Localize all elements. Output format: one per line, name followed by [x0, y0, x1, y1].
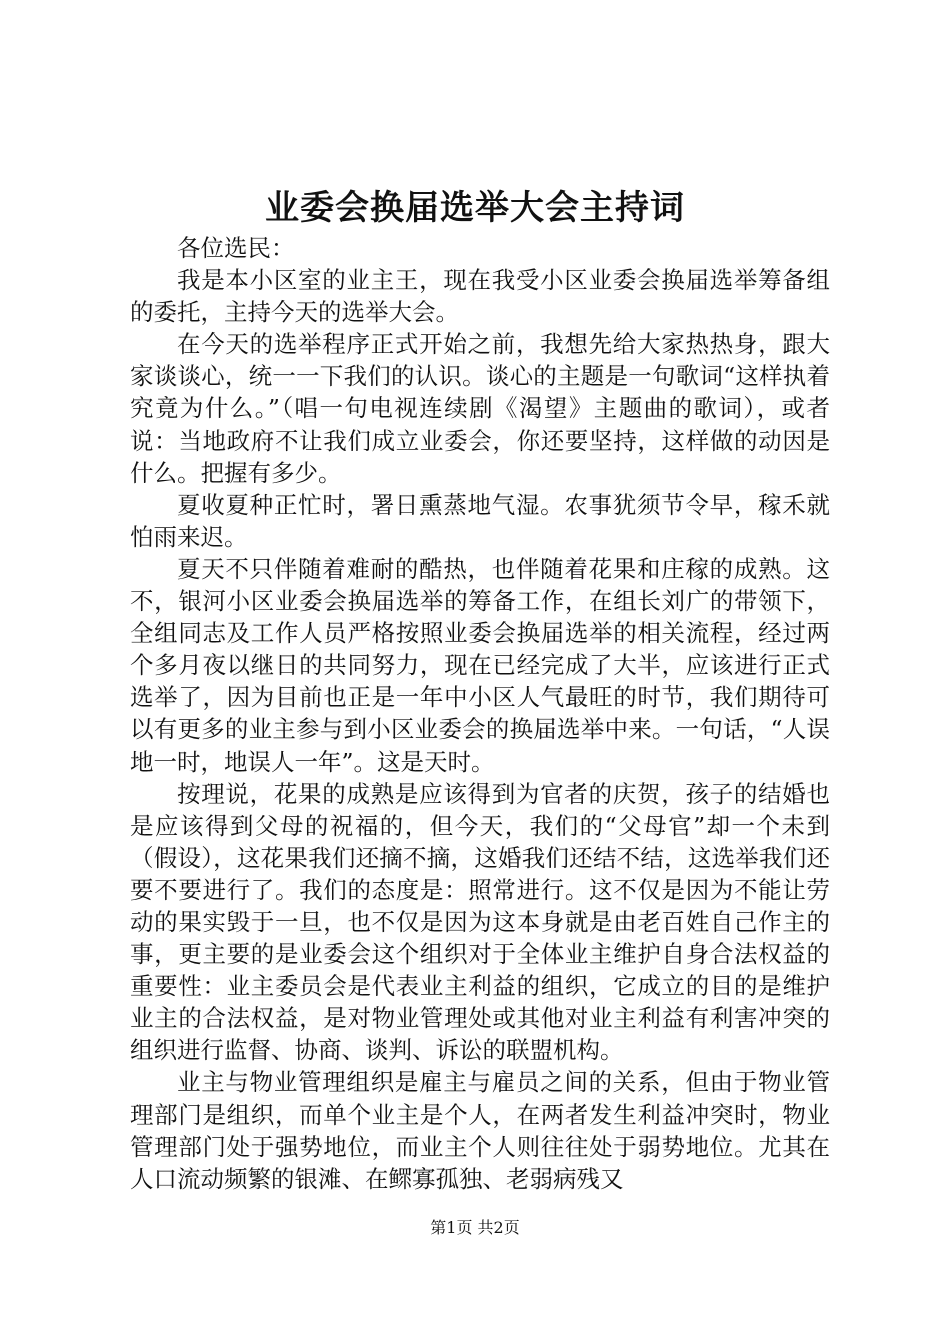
paragraph-poem: 夏收夏种正忙时，署日熏蒸地气湿。农事犹须节令早，稼禾就怕雨来迟。 [130, 490, 830, 551]
paragraph-greeting: 各位选民： [177, 234, 295, 262]
paragraph-summer: 夏天不只伴随着难耐的酷热，也伴随着花果和庄稼的成熟。这不，银河小区业委会换届选举的筹备工作，在组长刘广的带领下，全组同志及工作人员严格按照业委会换届选举的相关流程，经过两个多月夜以继日的共同努力，现在已经完成了大半，应该进行正式选举了，因为目前也正是一年中小区人气最旺的时节，我们期待可以有更多的业主参与到小区业委会的换届选举中来。一句话，“人误地一时，地误人一年”。这是天时。 [130, 554, 830, 776]
paragraph-warmup: 在今天的选举程序正式开始之前，我想先给大家热热身，跟大家谈谈心，统一一下我们的认识。谈心的主题是一句歌词“这样执着究竟为什么。”（唱一句电视连续剧《渴望》主题曲的歌词），或者说：当地政府不让我们成立业委会，你还要坚持，这样做的动因是什么。把握有多少。 [130, 330, 830, 487]
paragraph-relationship: 业主与物业管理组织是雇主与雇员之间的关系，但由于物业管理部门是组织，而单个业主是个人，在两者发生利益冲突时，物业管理部门处于强势地位，而业主个人则往往处于弱势地位。尤其在人口流动频繁的银滩、在鳏寡孤独、老弱病残又 [130, 1068, 830, 1193]
paragraph-intro: 我是本小区室的业主王，现在我受小区业委会换届选举筹备组的委托，主持今天的选举大会。 [130, 266, 830, 327]
document-body [130, 232, 830, 1195]
page-footer: 第1页 共2页 [430, 1218, 520, 1237]
paragraph-officials: 按理说，花果的成熟是应该得到为官者的庆贺，孩子的结婚也是应该得到父母的祝福的，但今天，我们的“父母官”却一个未到（假设），这花果我们还摘不摘，这婚我们还结不结，这选举我们还要不要进行了。我们的态度是：照常进行。这不仅是因为不能让劳动的果实毁于一旦，也不仅是因为这本身就是由老百姓自己作主的事，更主要的是业委会这个组织对于全体业主维护自身合法权益的重要性：业主委员会是代表业主利益的组织，它成立的目的是维护业主的合法权益，是对物业管理处或其他对业主利益有利害冲突的组织进行监督、协商、谈判、诉讼的联盟机构。 [130, 779, 830, 1065]
document-title: 业委会换届选举大会主持词 [265, 188, 685, 228]
